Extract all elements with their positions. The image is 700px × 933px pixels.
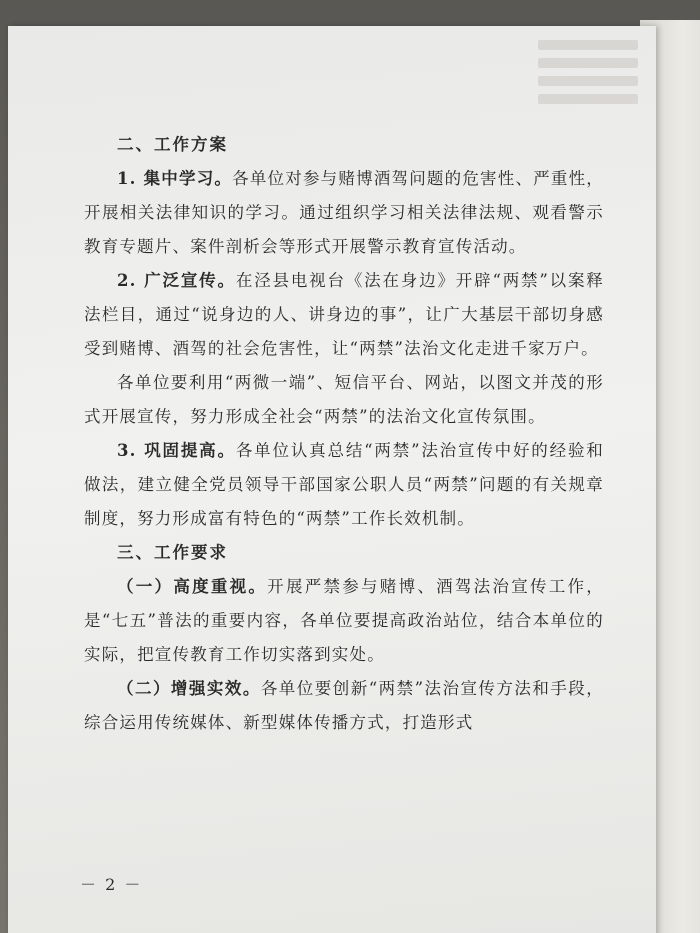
page-number: － 2 － [80, 875, 143, 894]
document-body [84, 128, 604, 740]
paragraph: （二）增强实效。各单位要创新“两禁”法治宣传方法和手段，综合运用传统媒体、新型媒体传播方式，打造形式 [84, 679, 604, 732]
paragraph: （一）高度重视。开展严禁参与赌博、酒驾法治宣传工作，是“七五”普法的重要内容，各单位要提高政治站位，结合本单位的实际，把宣传教育工作切实落到实处。 [84, 577, 604, 664]
section-heading: 二、工作方案 [117, 135, 228, 154]
paragraph-lead: （一）高度重视。 [117, 577, 268, 596]
paragraph: 1. 集中学习。各单位对参与赌博酒驾问题的危害性、严重性，开展相关法律知识的学习。通过组织学习相关法律法规、观看警示教育专题片、案件剖析会等形式开展警示教育宣传活动。 [84, 169, 604, 256]
paragraph: 2. 广泛宣传。在泾县电视台《法在身边》开辟“两禁”以案释法栏目，通过“说身边的人、讲身边的事”，让广大基层干部切身感受到赌博、酒驾的社会危害性，让“两禁”法治文化走进千家万户。 [84, 271, 604, 358]
paragraph: 3. 巩固提高。各单位认真总结“两禁”法治宣传中好的经验和做法，建立健全党员领导干部国家公职人员“两禁”问题的有关规章制度，努力形成富有特色的“两禁”工作长效机制。 [84, 441, 604, 528]
paragraph-lead: （二）增强实效。 [117, 679, 261, 698]
paragraph: 各单位要利用“两微一端”、短信平台、网站，以图文并茂的形式开展宣传，努力形成全社会“两禁”的法治文化宣传氛围。 [84, 373, 604, 426]
paragraph-lead: 3. 巩固提高。 [117, 441, 236, 460]
faded-stamp [532, 32, 644, 120]
paragraph-lead: 1. 集中学习。 [117, 169, 233, 188]
paragraph-lead: 2. 广泛宣传。 [117, 271, 236, 290]
section-heading: 三、工作要求 [117, 543, 228, 562]
